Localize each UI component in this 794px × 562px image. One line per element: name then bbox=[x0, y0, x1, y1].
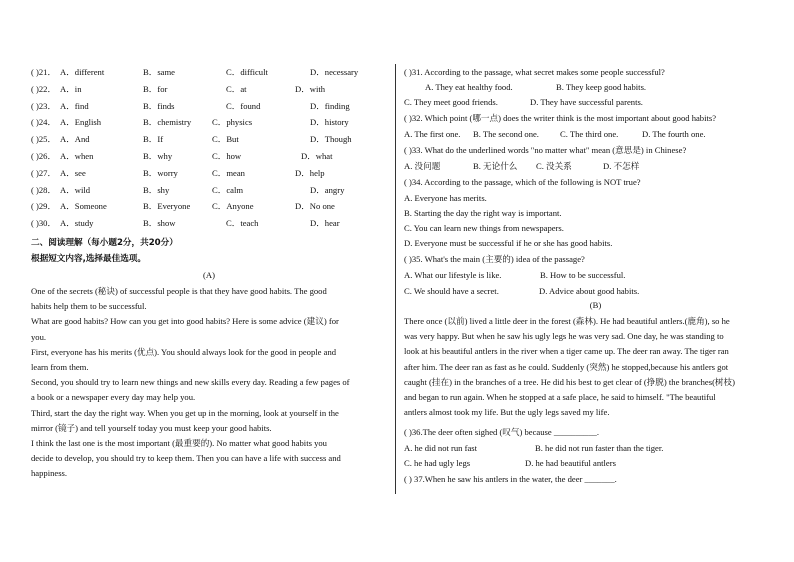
option-d: D．history bbox=[310, 117, 349, 128]
passage-line: decide to develop, you should try to keep them. Then you can have a life with success and bbox=[31, 453, 341, 464]
question-34-option-c: C. You can learn new things from newspapers. bbox=[404, 223, 564, 233]
passage-line: was very happy. But when he saw his ugly legs he was very sad. One day, he was standing to bbox=[404, 331, 724, 342]
option-a: A．different bbox=[60, 67, 105, 77]
option-c: C．how bbox=[212, 151, 242, 161]
question-number: ( )30． bbox=[31, 218, 57, 229]
option-d: D. The fourth one. bbox=[642, 129, 706, 139]
passage-line: a book or a newspaper every day may help you. bbox=[31, 392, 196, 403]
question-35: ( )35. What's the main (主要的) idea of the passage? bbox=[404, 254, 585, 264]
option-a: A．in bbox=[60, 83, 82, 94]
question-number: ( )21． bbox=[31, 67, 57, 77]
option-a: A．English bbox=[60, 117, 102, 128]
option-a: A．wild bbox=[60, 184, 91, 195]
option-c: C. The third one. bbox=[560, 129, 619, 139]
option-d: D. They have successful parents. bbox=[530, 97, 643, 107]
passage-line: First, everyone has his merits (优点). You should always look for the good in people and bbox=[31, 346, 337, 357]
section-heading: 二、阅读理解（每小题2分，共20分） bbox=[31, 238, 178, 248]
section-instruction: 根据短文内容,选择最佳选项。 bbox=[31, 254, 146, 264]
option-d: D．angry bbox=[310, 184, 345, 195]
option-c: C．Anyone bbox=[212, 201, 254, 212]
passage-line: Second, you should try to learn new things and new skills every day. Reading a few pages of bbox=[31, 377, 350, 388]
passage-b-label: (B) bbox=[589, 300, 602, 310]
option-a: A. 没问题 bbox=[404, 161, 441, 171]
passage-b bbox=[404, 314, 786, 420]
option-d: D．Though bbox=[310, 134, 352, 145]
option-d: D．necessary bbox=[310, 67, 359, 77]
option-c: C．But bbox=[212, 134, 239, 145]
option-a: A．when bbox=[60, 151, 94, 161]
option-b: B．why bbox=[143, 151, 173, 161]
question-34-option-d: D. Everyone must be successful if he or she has good habits. bbox=[404, 238, 613, 248]
option-b: B. How to be successful. bbox=[540, 270, 626, 280]
option-a: A. What our lifestyle is like. bbox=[404, 270, 502, 280]
passage-line: caught (挂在) in the branches of a tree. He did his best to get clear of (挣脱) the branches(树枝) bbox=[404, 376, 735, 387]
question-36: ( )36.The deer often sighed (叹气) because __________. bbox=[404, 427, 599, 437]
passage-line: learn from them. bbox=[31, 362, 89, 373]
option-b: B. The second one. bbox=[473, 129, 539, 139]
option-b: B. he did not run faster than the tiger. bbox=[535, 443, 664, 453]
option-d: D．what bbox=[301, 151, 333, 161]
passage-line: you. bbox=[31, 331, 47, 342]
passage-line: One of the secrets (秘诀) of successful people is that they have good habits. The good bbox=[31, 286, 327, 296]
passage-line: look at his beautiful antlers in the river when a tiger came up. The deer ran away. The tiger ran bbox=[404, 346, 729, 357]
option-b: B．chemistry bbox=[143, 117, 192, 128]
passage-a bbox=[31, 284, 387, 482]
option-c: C. We should have a secret. bbox=[404, 286, 499, 296]
option-b: B．Everyone bbox=[143, 201, 191, 212]
option-c: C. he had ugly legs bbox=[404, 458, 471, 468]
passage-line: and began to run again. When he stopped at a safe place, he said to himself. "The beautiful bbox=[404, 392, 716, 403]
question-number: ( )24． bbox=[31, 117, 57, 128]
question-34-option-a: A. Everyone has merits. bbox=[404, 193, 487, 203]
option-b: B. They keep good habits. bbox=[556, 82, 647, 92]
option-d: D．finding bbox=[310, 100, 350, 111]
question-33: ( )33. What do the underlined words "no matter what" mean (意思是) in Chinese? bbox=[404, 145, 687, 155]
option-d: D. 不怎样 bbox=[603, 161, 640, 171]
option-c: C. They meet good friends. bbox=[404, 97, 498, 107]
option-c: C．teach bbox=[226, 218, 259, 229]
passage-line: after him. The deer ran as fast as he could. Suddenly (突然) he stopped,because his antlers got bbox=[404, 361, 729, 372]
option-c: C．mean bbox=[212, 167, 245, 178]
option-d: D．help bbox=[295, 167, 325, 178]
option-b: B．same bbox=[143, 67, 175, 77]
option-a: A. he did not run fast bbox=[404, 443, 478, 453]
option-b: B．worry bbox=[143, 167, 178, 178]
option-b: B．show bbox=[143, 218, 176, 229]
question-31: ( )31. According to the passage, what secret makes some people successful? bbox=[404, 67, 665, 77]
question-32: ( )32. Which point (哪一点) does the writer think is the most important about good habits? bbox=[404, 113, 717, 123]
passage-line: happiness. bbox=[31, 468, 68, 479]
question-number: ( )27． bbox=[31, 167, 57, 178]
option-d: D．with bbox=[295, 83, 326, 94]
option-c: C．calm bbox=[212, 184, 244, 195]
option-c: C．found bbox=[226, 100, 261, 111]
passage-line: I think the last one is the most important (最重要的). No matter what good habits you bbox=[31, 438, 327, 449]
option-b: B．shy bbox=[143, 184, 170, 195]
passage-line: Third, start the day the right way. When you get up in the morning, look at yourself in the bbox=[31, 407, 339, 418]
option-c: C．difficult bbox=[226, 67, 268, 77]
question-number: ( )22． bbox=[31, 83, 57, 94]
option-d: D．No one bbox=[295, 201, 335, 212]
question-number: ( )25． bbox=[31, 134, 57, 145]
question-34-option-b: B. Starting the day the right way is important. bbox=[404, 208, 562, 218]
passage-line: What are good habits? How can you get into good habits? Here is some advice (建议) for bbox=[31, 316, 339, 327]
option-a: A．see bbox=[60, 167, 86, 178]
option-a: A．find bbox=[60, 100, 89, 111]
passage-line: mirror (镜子) and tell yourself today you must keep your good habits. bbox=[31, 422, 272, 433]
option-c: C．at bbox=[226, 83, 247, 94]
option-b: B．If bbox=[143, 134, 164, 145]
passage-a-label: (A) bbox=[203, 270, 215, 280]
passage-line: There once (以前) lived a little deer in the forest (森林). He had beautiful antlers.(鹿角), so he bbox=[404, 316, 730, 326]
passage-line: habits help them to be successful. bbox=[31, 301, 147, 312]
option-a: A. They eat healthy food. bbox=[425, 82, 513, 92]
question-number: ( )26． bbox=[31, 151, 57, 161]
option-c: C．physics bbox=[212, 117, 253, 128]
question-number: ( )23． bbox=[31, 100, 57, 111]
option-a: A. The first one. bbox=[404, 129, 461, 139]
option-b: B．for bbox=[143, 83, 168, 94]
question-34: ( )34. According to the passage, which of the following is NOT true? bbox=[404, 177, 641, 187]
option-c: C. 没关系 bbox=[536, 161, 572, 171]
option-a: A．Someone bbox=[60, 201, 107, 212]
column-divider bbox=[395, 64, 396, 494]
passage-line: antlers almost took my life. But the ugly legs saved my life. bbox=[404, 407, 610, 418]
question-number: ( )29． bbox=[31, 201, 57, 212]
option-a: A．And bbox=[60, 134, 90, 145]
question-37: ( ) 37.When he saw his antlers in the water, the deer _______. bbox=[404, 474, 617, 484]
option-d: D．hear bbox=[310, 218, 340, 229]
option-d: D. he had beautiful antlers bbox=[525, 458, 616, 468]
question-number: ( )28． bbox=[31, 184, 57, 195]
option-a: A．study bbox=[60, 218, 94, 229]
option-b: B. 无论什么 bbox=[473, 161, 518, 171]
option-b: B．finds bbox=[143, 100, 175, 111]
option-d: D. Advice about good habits. bbox=[539, 286, 640, 296]
